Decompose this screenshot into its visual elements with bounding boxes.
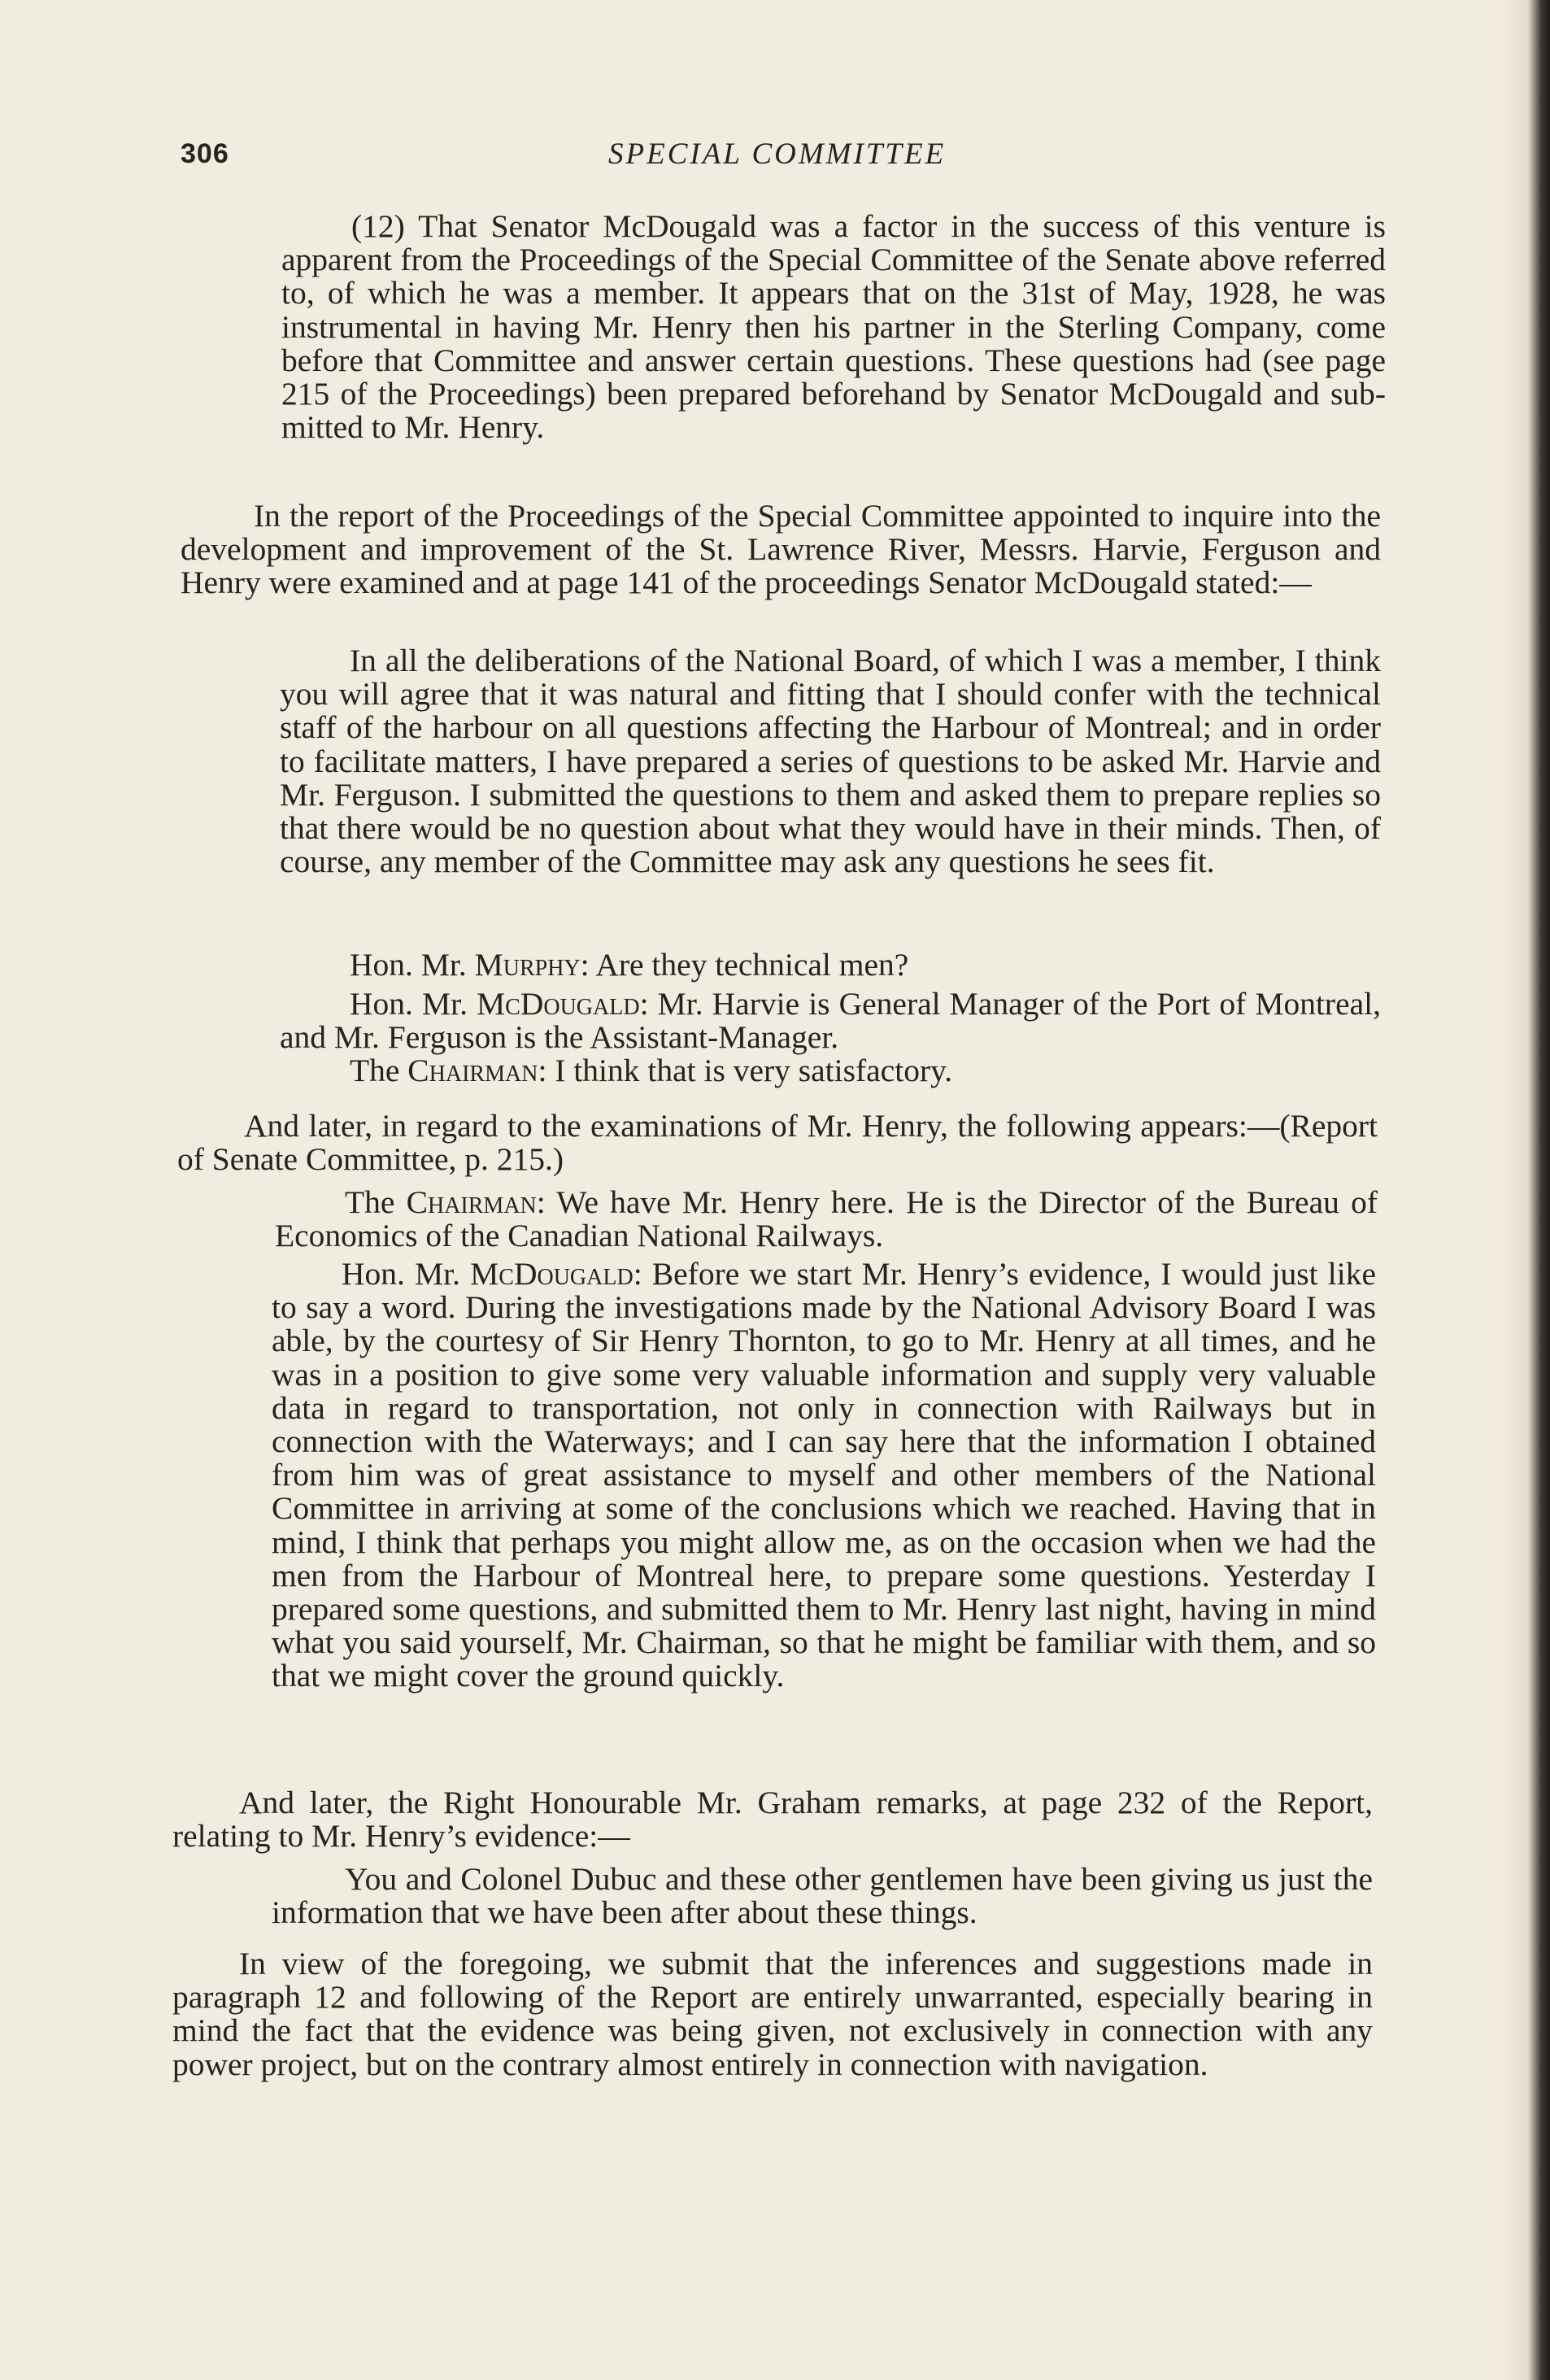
- paragraph-graham: And later, the Right Honourable Mr. Graham remarks, at page 232 of the Report, relating to Mr. Henry’s evidence:—: [172, 1785, 1373, 1855]
- speaker-name: Chairman: [407, 1053, 538, 1088]
- speaker-name: Murphy: [474, 947, 581, 983]
- speaker-name: Chairman: [406, 1184, 537, 1220]
- speaker-prefix: The: [345, 1184, 407, 1220]
- speaker-prefix: Hon. Mr.: [350, 986, 477, 1022]
- paragraph-later-henry: And later, in regard to the examinations of Mr. Henry, the following appears:—(Report of Senate Committee, p. 215.): [177, 1108, 1378, 1178]
- speaker-text: : Mr. Harvie is General Manager of the Port of Montreal, and Mr. Ferguson is the Assistant-Manager.: [280, 986, 1381, 1056]
- speaker-name: McDougald: [477, 986, 640, 1022]
- exchange-chairman-henry: [275, 1186, 1378, 1253]
- exchange-murphy: [280, 948, 1381, 982]
- speaker-text: : I think that is very satisfactory.: [538, 1053, 953, 1088]
- speaker-text: : Before we start Mr. Henry’s evidence, I would just like to say a word. During the investigations made by the National Advisory Board I was able, by the courtesy of Sir Henry Thornton, to go to Mr. Henry at all times, and he was in a position to give some very valuable information and supply very valuable data in regard to transportation, not only in connection with Railways but in connection with the Waterways; and I can say here that the information I obtained from him was of great assistance to myself and other members of the National Committee in arriving at some of the conclusions which we reached. Having that in mind, I think that perhaps you might allow me, as on the occasion when we had the men from the Harbour of Montreal here, to prepare some questions. Yesterday I prepared some questions, and submitted them to Mr. Henry last night, having in mind what you said yourself, Mr. Chairman, so that he might be familiar with them, and so that we might cover the ground quickly.: [272, 1256, 1377, 1694]
- exchange-mcdougald-harvie: [280, 987, 1381, 1054]
- speaker-prefix: Hon. Mr.: [350, 947, 475, 983]
- quote-graham: You and Colonel Dubuc and these other gentlemen have been giving us just the information that we have been after about these things.: [272, 1861, 1373, 1931]
- running-head: SPECIAL COMMITTEE: [608, 137, 947, 171]
- speaker-prefix: The: [350, 1053, 408, 1088]
- page-number: 306: [181, 138, 229, 169]
- quote-mcdougald-deliberations: In all the deliberations of the National Board, of which I was a member, I think you will agree that it was natural and fitting that I should confer with the technical staff of the harbour on all questions affecting the Harbour of Montreal; and in order to facilitate matters, I have prepared a series of questions to be asked Mr. Harvie and Mr. Ferguson. I submitted the questions to them and asked them to prepare replies so that there would be no question about what they would have in their minds. Then, of course, any member of the Committee may ask any questions he sees fit.: [280, 643, 1381, 880]
- speaker-text: : Are they technical men?: [580, 947, 909, 983]
- paragraph-report-intro: In the report of the Proceedings of the Special Committee appointed to inquire into the development and improvement of the St. Lawrence River, Messrs. Harvie, Ferguson and Henry were examined and at page 141 of the proceedings Senator McDougald stated:—: [181, 498, 1381, 601]
- speaker-prefix: Hon. Mr.: [342, 1256, 471, 1292]
- paragraph-conclusion: In view of the foregoing, we submit that the inferences and suggestions made in paragraph 12 and following of the Report are entirely unwarranted, especially bearing in mind the fact that the evidence was being given, not exclusively in connection with any power project, but on the contrary almost entirely in connection with navigation.: [172, 1946, 1373, 2082]
- speaker-name: McDougald: [470, 1256, 633, 1292]
- exchange-mcdougald-evidence: [272, 1258, 1376, 1693]
- speaker-text: : We have Mr. Henry here. He is the Director of the Bureau of Economics of the Canadian National Railways.: [275, 1184, 1378, 1254]
- exchange-chairman-satisfactory: [280, 1054, 1381, 1088]
- paragraph-12: (12) That Senator McDougald was a factor in the success of this venture is apparent from the Proceedings of the Special Committee of the Senate above referred to, of which he was a member. It appears that on the 31st of May, 1928, he was instrumental in having Mr. Henry then his partner in the Sterling Company, come before that Committee and answer certain questions. These questions had (see page 215 of the Proceedings) been prepared beforehand by Senator McDougald and submitted to Mr. Henry.: [281, 208, 1386, 446]
